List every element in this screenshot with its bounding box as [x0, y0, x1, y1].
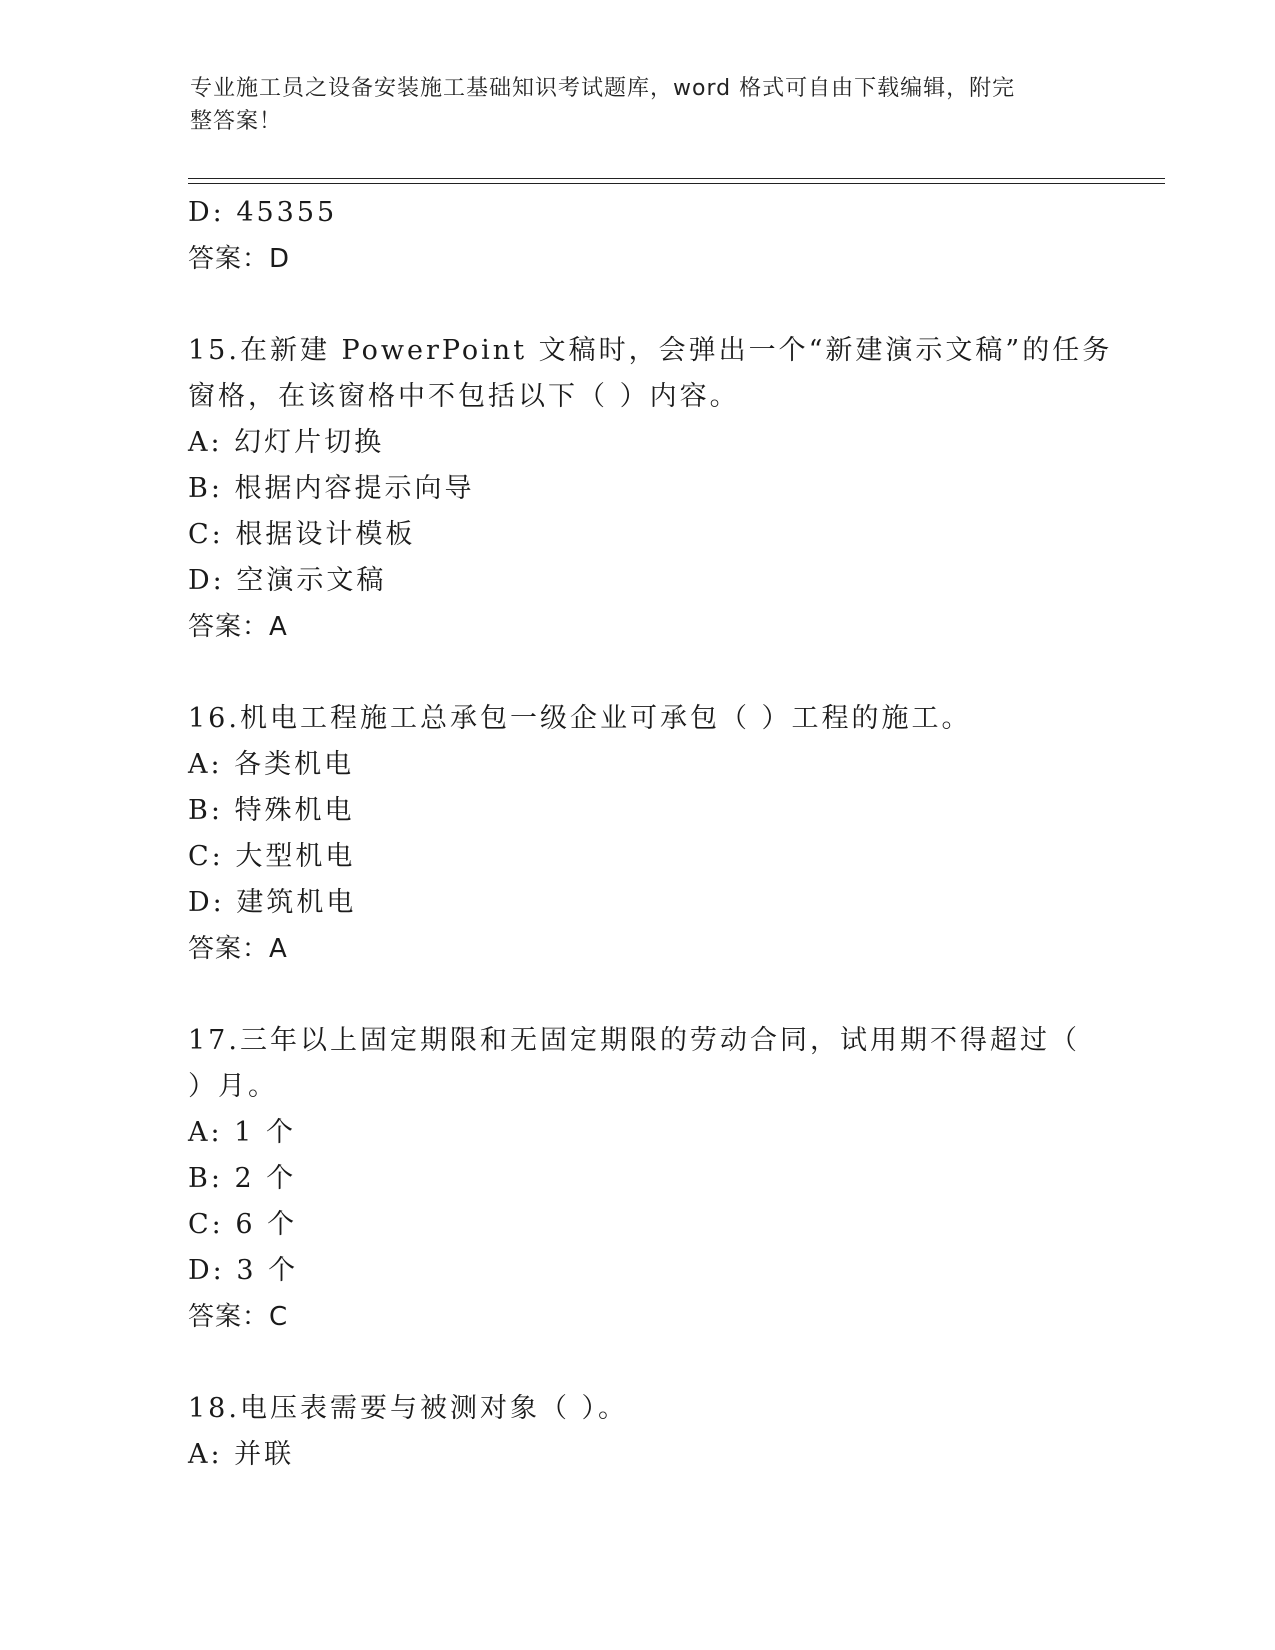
option-c: C: 根据设计模板	[188, 519, 416, 550]
answer: 答案：D	[188, 244, 291, 274]
option-d: D: 建筑机电	[188, 887, 357, 918]
option-b: B: 根据内容提示向导	[188, 473, 475, 504]
question-text-line: 17.三年以上固定期限和无固定期限的劳动合同，试用期不得超过（	[188, 1025, 1080, 1056]
header-line-1: 专业施工员之设备安装施工基础知识考试题库，word 格式可自由下载编辑，附完	[190, 76, 1016, 101]
option-d: D: 45355	[188, 197, 338, 228]
question-text-line: 16.机电工程施工总承包一级企业可承包（ ）工程的施工。	[188, 703, 972, 734]
answer: 答案：A	[188, 612, 288, 642]
answer: 答案：C	[188, 1302, 289, 1332]
option-a: A: 各类机电	[188, 749, 355, 780]
option-a: A: 1 个	[188, 1117, 296, 1148]
document-header	[190, 72, 1070, 138]
question-content	[188, 190, 1113, 1478]
question-15	[188, 328, 1113, 650]
spacer	[188, 282, 1088, 328]
spacer	[188, 972, 1088, 1018]
option-c: C: 6 个	[188, 1209, 298, 1240]
question-17	[188, 1018, 1088, 1340]
option-d: D: 空演示文稿	[188, 565, 387, 596]
header-divider-top	[188, 178, 1165, 179]
spacer	[188, 650, 1088, 696]
option-a: A: 并联	[188, 1439, 295, 1470]
question-text-line: ）月。	[188, 1071, 278, 1102]
header-line-2: 整答案！	[190, 109, 283, 134]
question-16	[188, 696, 1088, 972]
option-b: B: 特殊机电	[188, 795, 355, 826]
option-a: A: 幻灯片切换	[188, 427, 385, 458]
question-text-line: 18.电压表需要与被测对象（ ）。	[188, 1393, 629, 1424]
question-text-line: 15.在新建 PowerPoint 文稿时，会弹出一个“新建演示文稿”的任务	[188, 335, 1113, 366]
option-b: B: 2 个	[188, 1163, 297, 1194]
answer: 答案：A	[188, 934, 288, 964]
header-divider-bottom	[188, 183, 1165, 184]
option-c: C: 大型机电	[188, 841, 356, 872]
question-18	[188, 1386, 1088, 1478]
option-d: D: 3 个	[188, 1255, 299, 1286]
spacer	[188, 1340, 1088, 1386]
question-text-line: 窗格，在该窗格中不包括以下（ ）内容。	[188, 381, 740, 412]
